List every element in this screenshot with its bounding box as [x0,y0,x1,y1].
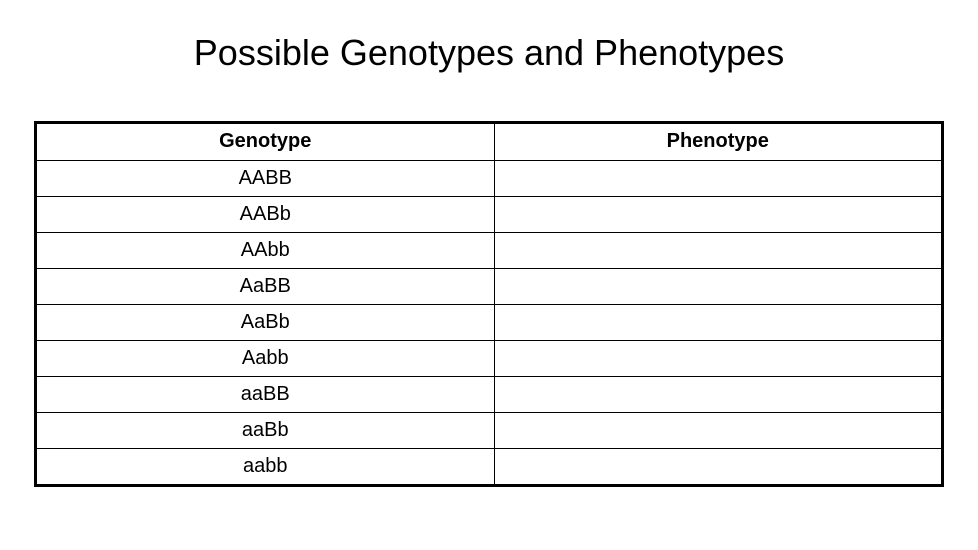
table-row [37,340,941,376]
phenotype-cell[interactable] [494,268,941,304]
phenotype-cell[interactable] [494,160,941,196]
genotype-cell: AaBB [37,268,494,304]
column-header-genotype: Genotype [37,124,494,160]
phenotype-cell[interactable] [494,196,941,232]
genotype-cell: AaBb [37,304,494,340]
phenotype-cell[interactable] [494,412,941,448]
genotype-cell: AABB [37,160,494,196]
table-row [37,448,941,484]
genotype-cell: AABb [37,196,494,232]
genotype-cell: aabb [37,448,494,484]
table-row [37,232,941,268]
table-row [37,196,941,232]
phenotype-cell[interactable] [494,448,941,484]
column-header-phenotype: Phenotype [494,124,941,160]
table-row [37,268,941,304]
genotype-cell: AAbb [37,232,494,268]
table-row [37,160,941,196]
genotype-cell: aaBB [37,376,494,412]
genotype-phenotype-table [34,121,944,487]
table-row [37,376,941,412]
table-row [37,412,941,448]
genotype-cell: aaBb [37,412,494,448]
phenotype-cell[interactable] [494,304,941,340]
page-title: Possible Genotypes and Phenotypes [193,32,785,73]
phenotype-cell[interactable] [494,376,941,412]
phenotype-cell[interactable] [494,340,941,376]
phenotype-cell[interactable] [494,232,941,268]
table-row [37,304,941,340]
genotype-cell: Aabb [37,340,494,376]
table-header-row [37,124,941,160]
